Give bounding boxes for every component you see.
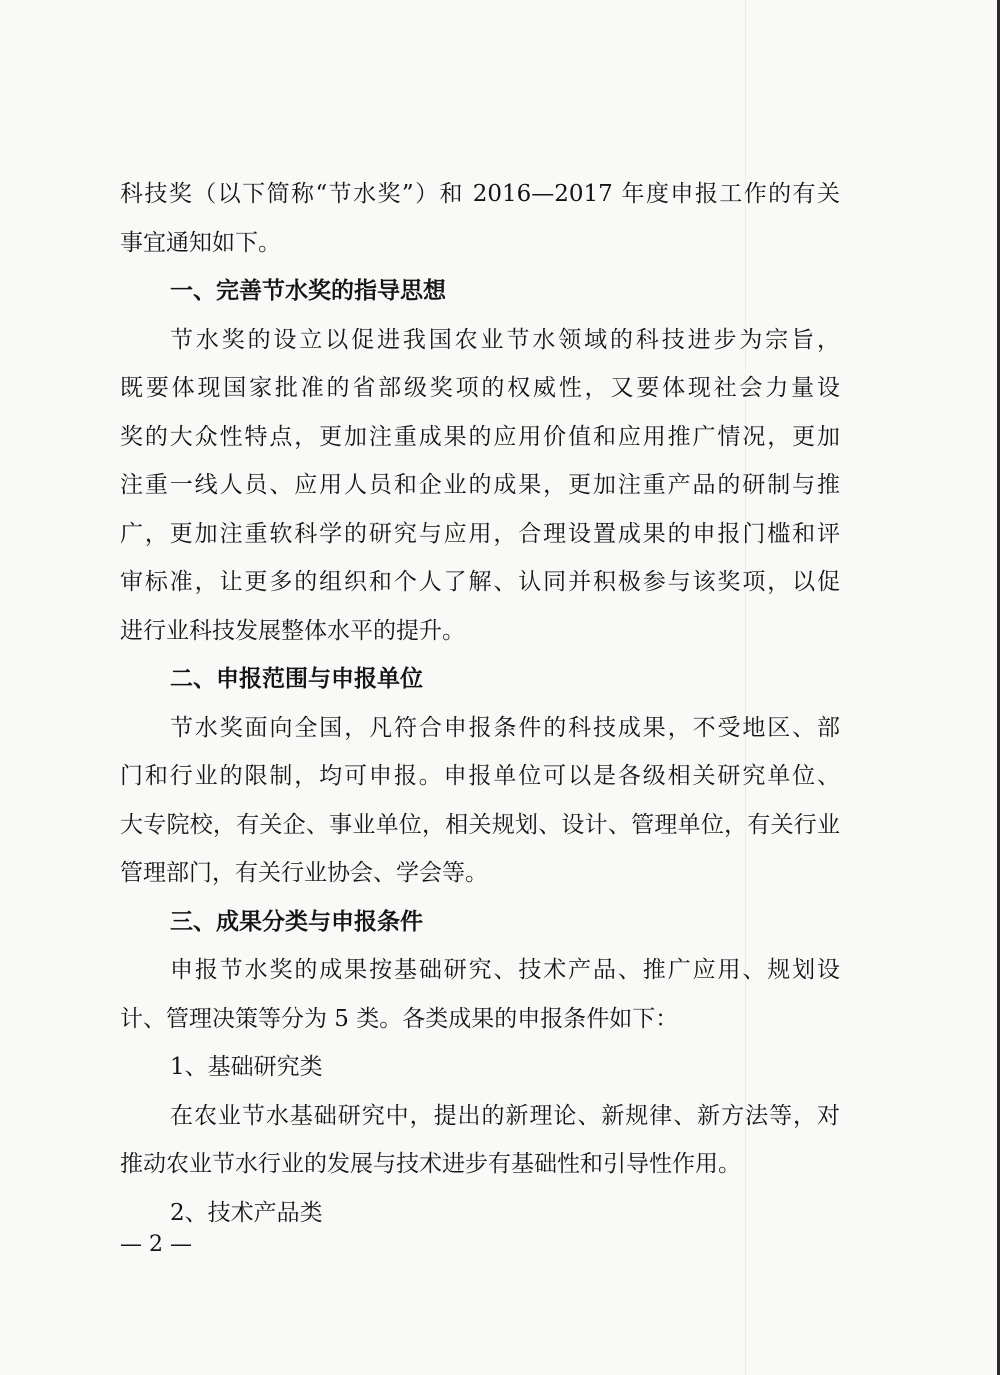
body-text-line: 门和行业的限制，均可申报。申报单位可以是各级相关研究单位、 — [120, 763, 840, 789]
body-text-line: 推动农业节水行业的发展与技术进步有基础性和引导性作用。 — [120, 1151, 741, 1177]
paragraph-first-line: 申报节水奖的成果按基础研究、技术产品、推广应用、规划设 — [170, 957, 840, 983]
section-heading: 三、成果分类与申报条件 — [170, 908, 423, 935]
body-text-line: 计、管理决策等分为 5 类。各类成果的申报条件如下： — [120, 1005, 679, 1032]
body-text-line: 大专院校，有关企、事业单位，相关规划、设计、管理单位，有关行业 — [120, 811, 840, 838]
section-heading: 二、申报范围与申报单位 — [170, 666, 423, 692]
paragraph-first-line: 在农业节水基础研究中，提出的新理论、新规律、新方法等，对 — [170, 1102, 840, 1129]
body-text-line: 事宜通知如下。 — [120, 229, 281, 256]
paragraph-first-line: 节水奖面向全国，凡符合申报条件的科技成果，不受地区、部 — [170, 714, 840, 741]
body-text-line: 进行业科技发展整体水平的提升。 — [120, 617, 465, 644]
body-text-line: 审标准，让更多的组织和个人了解、认同并积极参与该奖项，以促 — [120, 569, 840, 595]
body-text-line: 广，更加注重软科学的研究与应用，合理设置成果的申报门槛和评 — [120, 520, 840, 547]
page-number: — 2 — — [120, 1232, 192, 1257]
subsection-heading: 1、基础研究类 — [170, 1054, 323, 1080]
body-text-line: 奖的大众性特点，更加注重成果的应用价值和应用推广情况，更加 — [120, 423, 840, 450]
body-text-line: 科技奖（以下简称“节水奖”）和 2016—2017 年度申报工作的有关 — [120, 181, 840, 207]
paragraph-first-line: 节水奖的设立以促进我国农业节水领域的科技进步为宗旨， — [170, 326, 840, 353]
body-text-line: 既要体现国家批准的省部级奖项的权威性，又要体现社会力量设 — [120, 375, 840, 401]
document-body — [120, 170, 840, 1237]
body-text-line: 管理部门，有关行业协会、学会等。 — [120, 860, 488, 886]
body-text-line: 注重一线人员、应用人员和企业的成果，更加注重产品的研制与推 — [120, 472, 840, 498]
subsection-heading: 2、技术产品类 — [170, 1199, 323, 1226]
section-heading: 一、完善节水奖的指导思想 — [170, 278, 446, 304]
